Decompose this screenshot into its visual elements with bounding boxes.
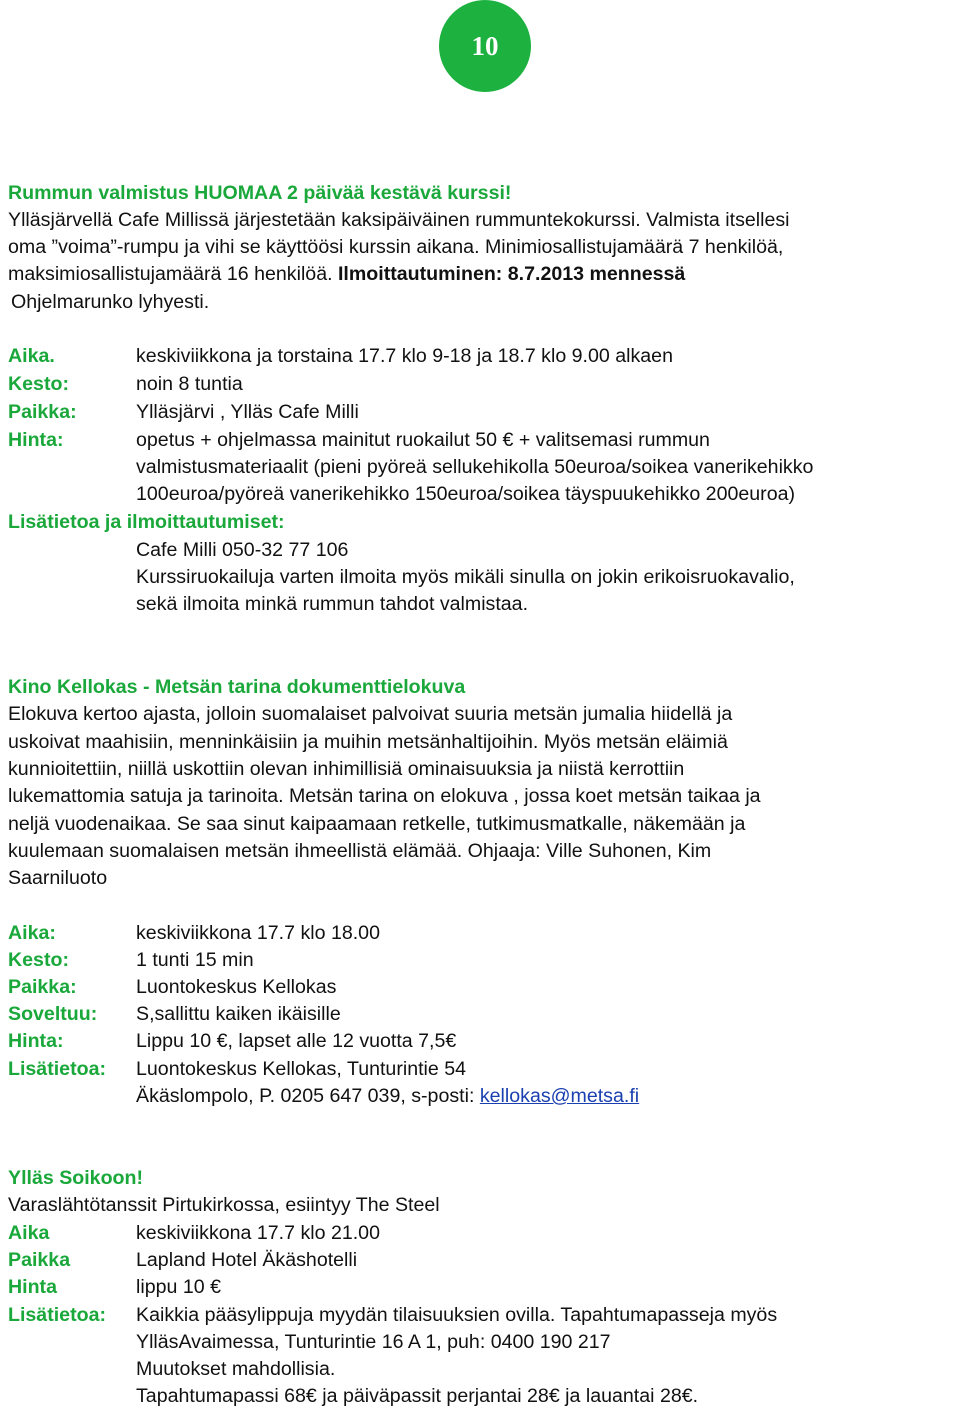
course-intro-line: oma ”voima”-rumpu ja vihi se käyttöösi kurssin aikana. Minimiosallistujamäärä 7 henkilöä, — [8, 236, 784, 258]
kino-info-line: Luontokeskus Kellokas, Tunturintie 54 — [136, 1058, 467, 1080]
course-info-line: Cafe Milli 050-32 77 106 — [136, 539, 349, 561]
course-info-line: sekä ilmoita minkä rummun tahdot valmistaa. — [136, 593, 529, 615]
kino-kesto-label: Kesto: — [8, 949, 69, 971]
program-heading: Ohjelmarunko lyhyesti. — [11, 291, 210, 313]
kino-body-line: lukemattomia satuja ja tarinoita. Metsän tarina on elokuva , jossa koet metsän taikaa ja — [8, 785, 761, 807]
soikoon-info-line: Tapahtumapassi 68€ ja päiväpassit perjantai 28€ ja lauantai 28€. — [136, 1385, 699, 1407]
kino-soveltuu-value: S,sallittu kaiken ikäisille — [136, 1003, 341, 1025]
kino-body-line: kuulemaan suomalaisen metsän ihmeellistä elämää. Ohjaaja: Ville Suhonen, Kim — [8, 840, 712, 862]
course-aika-label: Aika. — [8, 345, 55, 367]
course-hinta-label: Hinta: — [8, 429, 64, 451]
course-aika-value: keskiviikkona ja torstaina 17.7 klo 9-18 ja 18.7 klo 9.00 alkaen — [136, 345, 673, 367]
kino-paikka-label: Paikka: — [8, 976, 77, 998]
kino-body-line: uskoivat maahisiin, menninkäisiin ja muihin metsänhaltijoihin. Myös metsän eläimiä — [8, 731, 728, 753]
soikoon-info-line: YlläsAvaimessa, Tunturintie 16 A 1, puh: 0400 190 217 — [136, 1331, 611, 1353]
soikoon-paikka-label: Paikka — [8, 1249, 71, 1271]
course-paikka-label: Paikka: — [8, 401, 77, 423]
course-intro-line: Ylläsjärvellä Cafe Millissä järjestetään kaksipäiväinen rummuntekokurssi. Valmista itsellesi — [8, 209, 790, 231]
course-intro-line — [8, 261, 685, 288]
kino-soveltuu-label: Soveltuu: — [8, 1003, 98, 1025]
soikoon-info-line: Kaikkia pääsylippuja myydän tilaisuuksien ovilla. Tapahtumapasseja myös — [136, 1304, 778, 1326]
soikoon-info-label: Lisätietoa: — [8, 1304, 106, 1326]
soikoon-aika-label: Aika — [8, 1222, 50, 1244]
kino-info-line — [136, 1083, 639, 1110]
soikoon-paikka-value: Lapland Hotel Äkäshotelli — [136, 1249, 358, 1271]
kino-info-label: Lisätietoa: — [8, 1058, 106, 1080]
registration-deadline: Ilmoittautuminen: 8.7.2013 mennessä — [332, 263, 686, 285]
course-info-line: Kurssiruokailuja varten ilmoita myös mikäli sinulla on jokin erikoisruokavalio, — [136, 566, 795, 588]
kino-hinta-value: Lippu 10 €, lapset alle 12 vuotta 7,5€ — [136, 1030, 457, 1052]
course-info-label: Lisätietoa ja ilmoittautumiset: — [8, 511, 285, 533]
course-intro-text: maksimiosallistujamäärä 16 henkilöä. — [8, 263, 333, 285]
course-hinta-line: valmistusmateriaalit (pieni pyöreä sellukehikolla 50euroa/soikea vanerikehikko — [136, 456, 814, 478]
soikoon-info-line: Muutokset mahdollisia. — [136, 1358, 336, 1380]
soikoon-title: Ylläs Soikoon! — [8, 1167, 144, 1189]
email-link[interactable]: kellokas@metsa.fi — [479, 1085, 640, 1107]
soikoon-aika-value: keskiviikkona 17.7 klo 21.00 — [136, 1222, 380, 1244]
course-kesto-value: noin 8 tuntia — [136, 373, 243, 395]
kino-body-line: neljä vuodenaikaa. Se saa sinut kaipaamaan retkelle, tutkimusmatkalle, näkemään ja — [8, 813, 746, 835]
course-hinta-line: opetus + ohjelmassa mainitut ruokailut 50 € + valitsemasi rummun — [136, 429, 710, 451]
kino-title: Kino Kellokas - Metsän tarina dokumenttielokuva — [8, 676, 466, 698]
course-title: Rummun valmistus HUOMAA 2 päivää kestävä kurssi! — [8, 182, 512, 204]
kino-contact-text: Äkäslompolo, P. 0205 647 039, s-posti: — [136, 1085, 480, 1107]
kino-body-line: Saarniluoto — [8, 867, 108, 889]
kino-body-line: kunnioitettiin, niillä uskottiin olevan inhimillisiä ominaisuuksia ja niistä kerrottiin — [8, 758, 685, 780]
course-kesto-label: Kesto: — [8, 373, 69, 395]
soikoon-subtitle: Varaslähtötanssit Pirtukirkossa, esiintyy The Steel — [8, 1194, 440, 1216]
page-number: 10 — [471, 30, 499, 61]
kino-hinta-label: Hinta: — [8, 1030, 64, 1052]
soikoon-hinta-label: Hinta — [8, 1276, 57, 1298]
soikoon-hinta-value: lippu 10 € — [136, 1276, 221, 1298]
course-hinta-line: 100euroa/pyöreä vanerikehikko 150euroa/soikea täyspuukehikko 200euroa) — [136, 483, 796, 505]
kino-aika-value: keskiviikkona 17.7 klo 18.00 — [136, 922, 380, 944]
kino-kesto-value: 1 tunti 15 min — [136, 949, 254, 971]
kino-paikka-value: Luontokeskus Kellokas — [136, 976, 337, 998]
page-number-badge — [439, 0, 531, 92]
kino-body-line: Elokuva kertoo ajasta, jolloin suomalaiset palvoivat suuria metsän jumalia hiidellä ja — [8, 703, 733, 725]
kino-aika-label: Aika: — [8, 922, 56, 944]
course-paikka-value: Ylläsjärvi , Ylläs Cafe Milli — [136, 401, 359, 423]
